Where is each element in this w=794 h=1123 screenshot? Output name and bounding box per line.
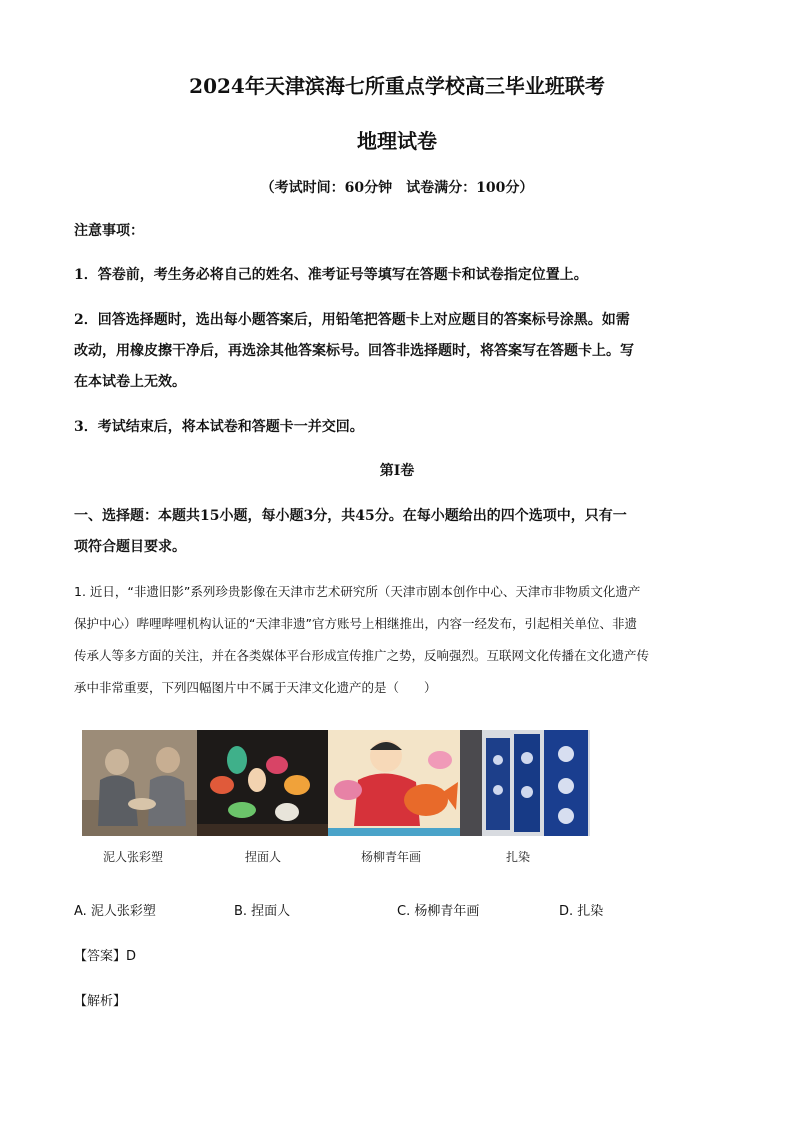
- option-b: B. 捏面人: [234, 904, 291, 919]
- image-caption-4: 扎染: [506, 850, 531, 864]
- image-caption-2: 捏面人: [245, 850, 282, 864]
- option-c: C. 杨柳青年画: [397, 904, 480, 919]
- answer-label: 【答案】D: [74, 949, 137, 964]
- image-caption-3: 杨柳青年画: [361, 850, 422, 864]
- exam-title: 2024年天津滨海七所重点学校高三毕业班联考: [189, 74, 605, 98]
- analysis-label: 【解析】: [74, 994, 127, 1009]
- notice-item-2-line-2: 改动，用橡皮擦干净后，再选涂其他答案标号。回答非选择题时，将答案写在答题卡上。写: [74, 343, 634, 359]
- option-d: D. 扎染: [559, 904, 604, 919]
- section-intro-line-1: 一、选择题：本题共15小题，每小题3分，共45分。在每小题给出的四个选项中，只有一: [74, 508, 627, 524]
- question-1-line-2: 保护中心）哔哩哔哩机构认证的“天津非遗”官方账号上相继推出，内容一经发布，引起相关单位、非遗: [74, 616, 637, 631]
- image-caption-1: 泥人张彩塑: [103, 850, 164, 864]
- question-1-line-3: 传承人等多方面的关注，并在各类媒体平台形成宣传推广之势，反响强烈。互联网文化传播在文化遗产传: [74, 648, 650, 663]
- dough-figurine-image: [197, 730, 328, 836]
- question-1-line-1: 1. 近日，“非遗旧影”系列珍贵影像在天津市艺术研究所（天津市剧本创作中心、天津市非物质文化遗产: [74, 584, 641, 599]
- clay-figurine-image: [82, 730, 197, 836]
- notice-item-1: 1．答卷前，考生务必将自己的姓名、准考证号等填写在答题卡和试卷指定位置上。: [74, 267, 588, 283]
- notice-item-2-line-1: 2．回答选择题时，选出每小题答案后，用铅笔把答题卡上对应题目的答案标号涂黑。如需: [74, 312, 630, 328]
- notice-item-2-line-3: 在本试卷上无效。: [74, 374, 186, 390]
- exam-info: （考试时间：60分钟 试卷满分：100分）: [260, 180, 534, 196]
- volume-heading: 第Ⅰ卷: [379, 463, 415, 479]
- tie-dye-image: [460, 730, 590, 836]
- question-1-line-4: 承中非常重要，下列四幅图片中不属于天津文化遗产的是（ ）: [74, 680, 437, 695]
- option-a: A. 泥人张彩塑: [74, 904, 156, 919]
- section-intro-line-2: 项符合题目要求。: [74, 539, 186, 555]
- subject-title: 地理试卷: [357, 129, 437, 153]
- notice-heading: 注意事项：: [74, 223, 144, 239]
- notice-item-3: 3．考试结束后，将本试卷和答题卡一并交回。: [74, 419, 364, 435]
- new-year-painting-image: [328, 730, 460, 836]
